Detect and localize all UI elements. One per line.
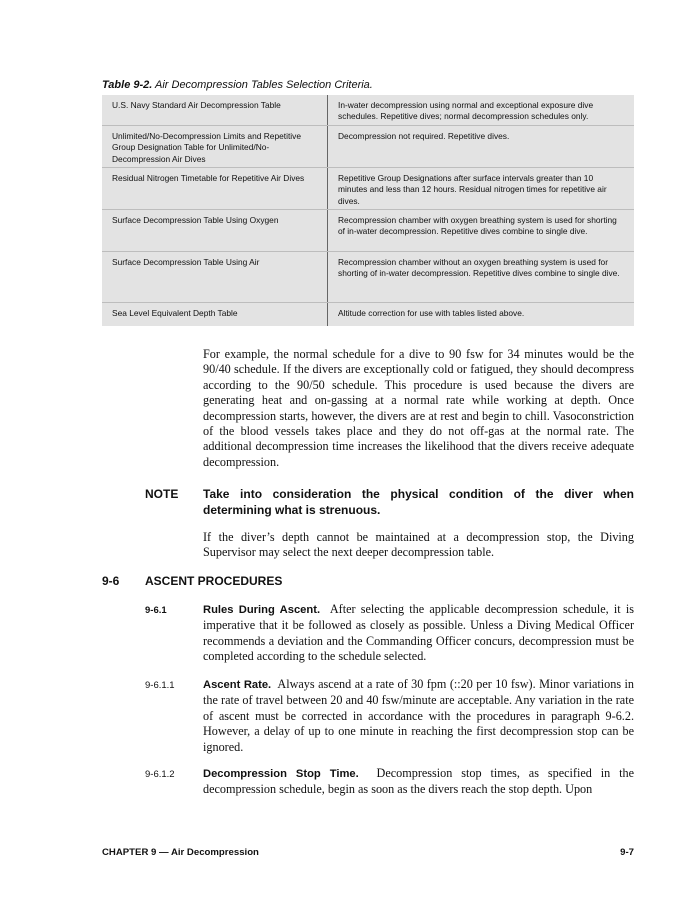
- subsection-text: After selecting the applicable decompression schedule, it is imperative that it be followed as closely as possible. Unless a Diving Medical Officer recommends a deviation and the Commanding Officer concurs, decompression must be completed according to the schedule selected.: [203, 602, 635, 664]
- criteria-cell: Repetitive Group Designations after surface intervals greater than 10 minutes and less than 12 hours. Residual nitrogen times for repetitive air dives.: [328, 168, 635, 210]
- subsection-heading: Decompression Stop Time.: [203, 768, 359, 780]
- table-name-cell: Residual Nitrogen Timetable for Repetitive Air Dives: [102, 168, 328, 210]
- table-caption-label: Table 9-2.: [102, 79, 153, 91]
- table-row: [102, 252, 634, 303]
- table-caption-title: Air Decompression Tables Selection Criteria.: [155, 79, 373, 91]
- criteria-cell: Altitude correction for use with tables listed above.: [338, 308, 525, 318]
- selection-criteria-table: [102, 95, 634, 326]
- note-label: NOTE: [145, 487, 179, 501]
- table-row: [102, 303, 634, 327]
- subsection-heading: Rules During Ascent.: [203, 604, 321, 616]
- table-name-cell: U.S. Navy Standard Air Decompression Table: [102, 95, 328, 126]
- footer-page-number: 9-7: [620, 847, 634, 858]
- subsection-number: 9-6.1.2: [145, 769, 175, 780]
- table-name-cell: Unlimited/No-Decompression Limits and Repetitive Group Designation Table for Unlimited/No-Decompression Air Dives: [102, 126, 328, 168]
- subsection-paragraph: [203, 766, 634, 798]
- subsection-paragraph: [203, 602, 634, 665]
- section-title: ASCENT PROCEDURES: [145, 574, 283, 588]
- subsection-number: 9-6.1.1: [145, 680, 175, 691]
- body-paragraph-depth: If the diver’s depth cannot be maintained at a decompression stop, the Diving Supervisor may select the next deeper decompression table.: [203, 530, 634, 560]
- table-row: [102, 126, 634, 168]
- table-name-cell: Surface Decompression Table Using Oxygen: [102, 210, 328, 252]
- criteria-cell: Recompression chamber without an oxygen breathing system is used for shorting of in-water decompression. Repetitive dives combine to single dive.: [328, 252, 635, 303]
- table-row: [102, 210, 634, 252]
- criteria-cell: Decompression not required. Repetitive dives.: [328, 126, 635, 168]
- footer-chapter: CHAPTER 9 — Air Decompression: [102, 847, 259, 858]
- section-number: 9-6: [102, 574, 120, 588]
- criteria-cell: Recompression chamber with oxygen breathing system is used for shorting of in-water decompression. Repetitive dives combine to single dive.: [328, 210, 635, 252]
- criteria-cell: In-water decompression using normal and exceptional exposure dive schedules. Repetitive dives; normal decompression schedules only.: [328, 95, 635, 126]
- table-name-cell: Surface Decompression Table Using Air: [102, 252, 328, 303]
- subsection-number: 9-6.1: [145, 605, 167, 616]
- table-name-cell: Sea Level Equivalent Depth Table: [102, 303, 328, 327]
- subsection-text: Always ascend at a rate of 30 fpm (::20 per 10 fsw). Minor variations in the rate of travel between 20 and 40 fsw/minute are acceptable. Any variation in the rate of ascent must be corrected in accordance with the procedures in paragraph 9-6.2. However, a delay of up to one minute in reaching the first decompression stop can be ignored.: [203, 677, 634, 754]
- subsection-paragraph: [203, 677, 634, 755]
- table-row: [102, 95, 634, 126]
- subsection-heading: Ascent Rate.: [203, 679, 272, 691]
- note-text: Take into consideration the physical condition of the diver when determining what is strenuous.: [203, 487, 634, 517]
- table-row: [102, 168, 634, 210]
- table-caption: [102, 79, 373, 91]
- body-paragraph-example: For example, the normal schedule for a dive to 90 fsw for 34 minutes would be the 90/40 schedule. If the divers are exceptionally cold or fatigued, they should decompress according to the 90/50 schedule. This procedure is used because the divers are generating heat and on-gassing at a normal rate while working at depth. Once decompression starts, however, the divers are at rest and begin to chill. Vasoconstriction of the blood vessels takes place and they do not off-gas at the normal rate. The additional decompression time increases the likelihood that the divers receive adequate decompression.: [203, 347, 634, 469]
- subsection-text: Decompression stop times, as specified in the decompression schedule, begin as soon as the divers reach the stop depth. Upon: [203, 766, 635, 797]
